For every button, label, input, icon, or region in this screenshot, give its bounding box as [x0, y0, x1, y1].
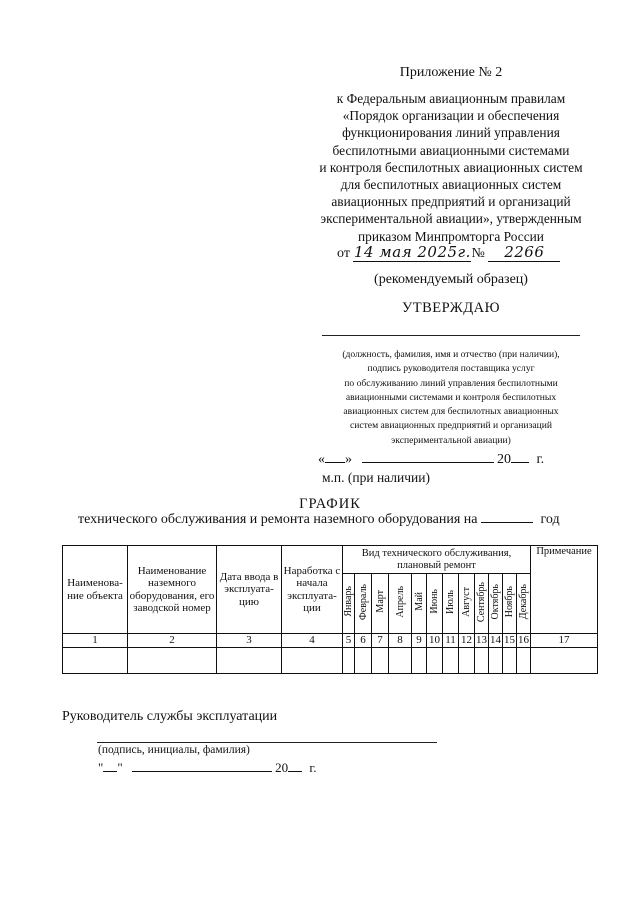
- column-number: 10: [427, 634, 443, 648]
- column-number: 6: [355, 634, 372, 648]
- month-header: [503, 574, 517, 634]
- column-number: 15: [504, 634, 515, 646]
- year-prefix: 20: [275, 760, 289, 775]
- month-header: [412, 574, 427, 634]
- signature-line: [97, 742, 437, 743]
- month-label: Декабрь: [518, 584, 529, 620]
- column-number: 16: [518, 634, 529, 646]
- month-label: Август: [461, 586, 472, 617]
- month-label: Апрель: [394, 585, 406, 618]
- column-number: 11: [443, 634, 459, 648]
- month-label: Октябрь: [490, 584, 501, 620]
- signature-title: Руководитель службы эксплуатации: [62, 709, 278, 724]
- header-operating-time: Наработка с начала эксплуата-ции: [282, 546, 343, 634]
- rules-line: и контроля беспилотных авиационных систем: [319, 159, 583, 175]
- annex-rules-text: [295, 90, 607, 245]
- rules-line: экспериментальной авиации», утвержденным: [320, 211, 582, 227]
- table-row: [63, 647, 598, 673]
- rules-line: к Федеральным авиационным правилам: [336, 91, 566, 106]
- signature-caption: (подпись, инициалы, фамилия): [98, 744, 250, 756]
- column-number: 2: [128, 634, 217, 648]
- year-suffix: г.: [309, 760, 317, 775]
- caption-line: (должность, фамилия, имя и отчество (при наличии),: [342, 349, 560, 360]
- caption-line: экспериментальной авиации): [391, 434, 511, 446]
- column-number: 12: [459, 634, 475, 648]
- column-number: 3: [217, 634, 282, 648]
- month-header: [343, 574, 355, 634]
- month-header: [389, 574, 412, 634]
- caption-line: систем авиационных предприятий и организаций: [349, 420, 553, 432]
- from-label: от: [337, 246, 350, 261]
- annex-title: Приложение № 2: [399, 65, 503, 80]
- quote-open: «: [318, 452, 325, 467]
- recommended-sample-note: (рекомендуемый образец): [374, 272, 528, 287]
- month-label: Февраль: [357, 583, 369, 620]
- schedule-subtitle: технического обслуживания и ремонта наземного оборудования на год: [78, 512, 560, 527]
- schedule-table: [62, 545, 598, 674]
- header-commission-date: Дата ввода в эксплуата-цию: [217, 546, 282, 634]
- year-prefix: 20: [497, 452, 511, 467]
- order-date-handwritten: 14 мая 2025г.: [353, 243, 471, 261]
- header-equipment: Наименование наземного оборудования, его заводской номер: [128, 546, 217, 634]
- month-header: [355, 574, 372, 634]
- rules-line: «Порядок организации и обеспечения: [342, 108, 560, 124]
- schedule-title: ГРАФИК: [299, 496, 361, 512]
- column-number: 5: [343, 634, 355, 648]
- month-header: [489, 574, 503, 634]
- approval-signature-line: [322, 335, 580, 336]
- rules-line: приказом Минпромторга России: [358, 228, 544, 244]
- column-number: 13: [476, 634, 487, 646]
- approval-title: УТВЕРЖДАЮ: [402, 300, 500, 316]
- header-maintenance-type: Вид технического обслуживания, плановый ремонт: [343, 546, 531, 574]
- caption-line: подпись руководителя поставщика услуг: [367, 363, 535, 375]
- column-number: 9: [412, 634, 427, 648]
- month-header: [475, 574, 489, 634]
- column-number: 7: [372, 634, 389, 648]
- month-label: Май: [413, 592, 425, 612]
- month-label: Июнь: [429, 589, 440, 615]
- month-header: [427, 574, 443, 634]
- rules-line: беспилотными авиационными системами: [332, 142, 570, 158]
- column-number: 17: [531, 634, 598, 648]
- column-number: 14: [490, 634, 501, 646]
- month-label: Март: [374, 590, 386, 614]
- quote-close: »: [345, 452, 352, 467]
- signature-date: [98, 760, 317, 776]
- order-date-number: [337, 243, 560, 262]
- caption-line: по обслуживанию линий управления беспилотными: [344, 377, 558, 389]
- rules-line: для беспилотных авиационных систем: [340, 177, 562, 193]
- column-number: 8: [389, 634, 412, 648]
- year-suffix: г.: [536, 452, 545, 467]
- caption-line: авиационными системами и контроля беспилотных: [345, 391, 557, 403]
- month-label: Июль: [445, 589, 456, 614]
- month-header: [517, 574, 531, 634]
- rules-line: функционирования линий управления: [342, 125, 560, 141]
- month-header: [459, 574, 475, 634]
- stamp-place: м.п. (при наличии): [322, 470, 430, 485]
- month-label: Ноябрь: [504, 586, 515, 618]
- quote-close: ": [117, 760, 123, 775]
- approval-caption: [318, 348, 584, 448]
- caption-line: авиационных систем для беспилотных авиационных: [343, 406, 559, 418]
- approval-date: [318, 452, 544, 468]
- month-label: Январь: [343, 586, 354, 618]
- quote-open: ": [98, 760, 104, 775]
- header-object-name: Наименова-ние объекта: [63, 546, 128, 634]
- column-number: 4: [282, 634, 343, 648]
- month-header: [443, 574, 459, 634]
- month-header: [372, 574, 389, 634]
- number-label: №: [471, 246, 485, 261]
- rules-line: авиационных предприятий и организаций: [331, 194, 571, 210]
- month-label: Сентябрь: [476, 581, 487, 622]
- column-number: 1: [63, 634, 128, 648]
- order-number-handwritten: 2266: [488, 243, 560, 262]
- header-note: Примечание: [531, 546, 598, 634]
